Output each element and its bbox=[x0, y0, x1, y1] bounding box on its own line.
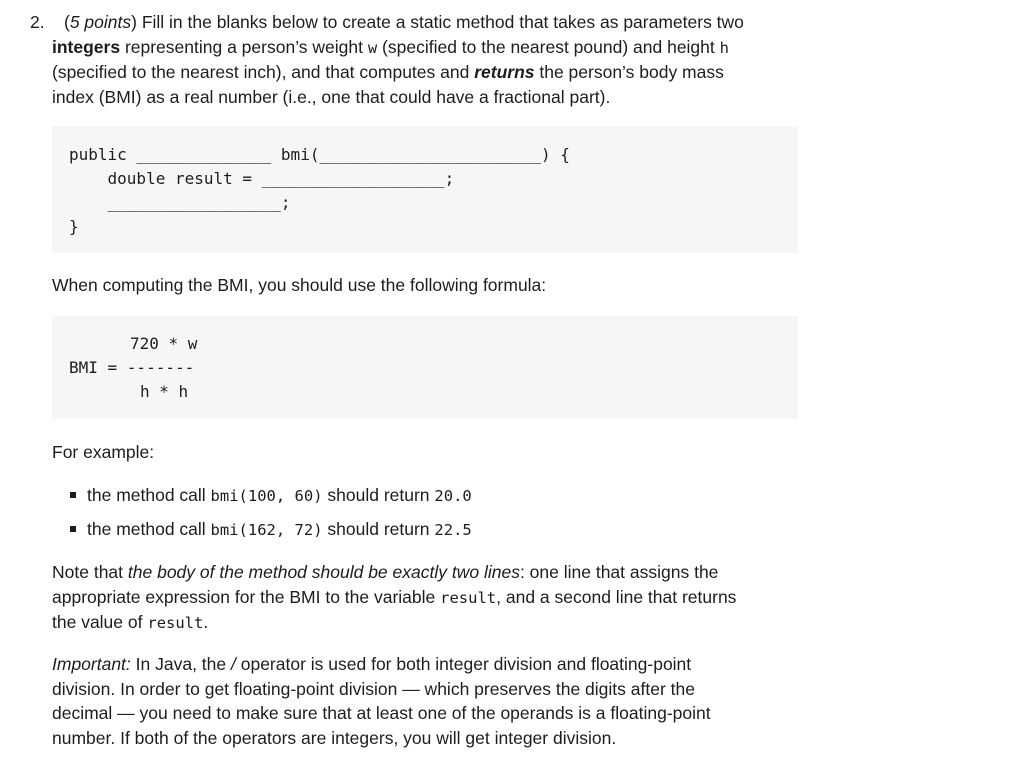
question-intro bbox=[52, 10, 807, 109]
note-text: appropriate expression for the BMI to the variable bbox=[52, 586, 441, 607]
formula-intro: When computing the BMI, you should use the following formula: bbox=[52, 275, 547, 295]
important-paragraph bbox=[52, 652, 807, 750]
code-result: result bbox=[147, 614, 204, 632]
formula-lhs: BMI = ------- bbox=[69, 358, 195, 377]
note-emphasis: the body of the method should be exactly two lines bbox=[127, 562, 520, 582]
note-paragraph bbox=[52, 560, 807, 636]
template-line-4: } bbox=[69, 217, 79, 236]
formula-numerator: 720 * w bbox=[130, 334, 198, 353]
points-label: 5 points bbox=[69, 12, 132, 32]
intro-line-2a: representing a person’s weight bbox=[120, 36, 368, 57]
note-text: . bbox=[203, 612, 209, 632]
template-line-1: public ______________ bmi(_______________________) { bbox=[69, 145, 570, 164]
intro-line-3a: (specified to the nearest inch), and that computes and bbox=[52, 62, 475, 82]
points-close: ) bbox=[131, 12, 137, 32]
code-result: result bbox=[440, 588, 497, 607]
points-open: ( bbox=[64, 12, 70, 32]
note-text: , and a second line that returns bbox=[496, 586, 737, 607]
intro-line-4: index (BMI) as a real number (i.e., one that could have a fractional part). bbox=[52, 86, 611, 107]
bullet-marker bbox=[70, 526, 76, 532]
formula-box bbox=[52, 316, 798, 419]
important-text: decimal — you need to make sure that at least one of the operands is a floating-point bbox=[52, 703, 711, 723]
example-call: bmi(100, 60) bbox=[210, 487, 323, 505]
important-text: number. If both of the operators are integers, you will get integer division. bbox=[52, 727, 617, 748]
example-item bbox=[87, 483, 472, 509]
example-prefix: the method call bbox=[87, 485, 211, 505]
example-mid: should return bbox=[322, 519, 435, 539]
intro-line-1: Fill in the blanks below to create a static method that takes as parameters two bbox=[136, 12, 744, 32]
example-prefix: the method call bbox=[87, 519, 211, 539]
var-w: w bbox=[367, 38, 378, 57]
example-intro: For example: bbox=[52, 442, 155, 462]
important-label: Important: bbox=[52, 654, 131, 674]
example-item bbox=[87, 517, 472, 543]
example-result: 22.5 bbox=[434, 521, 472, 539]
integers-bold: integers bbox=[52, 36, 121, 57]
bullet-marker bbox=[70, 492, 76, 498]
important-text: In Java, the bbox=[130, 654, 231, 674]
template-line-3: __________________; bbox=[69, 193, 291, 212]
intro-line-2b: (specified to the nearest pound) and height bbox=[377, 36, 720, 57]
important-text: division. In order to get floating-point division — which preserves the digits after the bbox=[52, 678, 695, 699]
important-text: operator is used for both integer division and floating-point bbox=[235, 654, 692, 674]
template-line-2: double result = ___________________; bbox=[69, 169, 455, 188]
returns-bold: returns bbox=[474, 62, 535, 82]
slash-operator: / bbox=[231, 654, 236, 674]
note-text: : one line that assigns the bbox=[519, 562, 719, 582]
example-call: bmi(162, 72) bbox=[210, 521, 323, 539]
example-mid: should return bbox=[322, 485, 435, 505]
formula-denominator: h * h bbox=[140, 382, 189, 401]
example-result: 20.0 bbox=[434, 487, 472, 505]
question-number: 2. bbox=[30, 12, 45, 32]
method-template-box bbox=[52, 126, 798, 253]
intro-line-3b: the person’s body mass bbox=[534, 62, 724, 82]
var-h: h bbox=[719, 38, 729, 57]
note-text: Note that bbox=[52, 562, 128, 582]
note-text: the value of bbox=[52, 612, 148, 632]
